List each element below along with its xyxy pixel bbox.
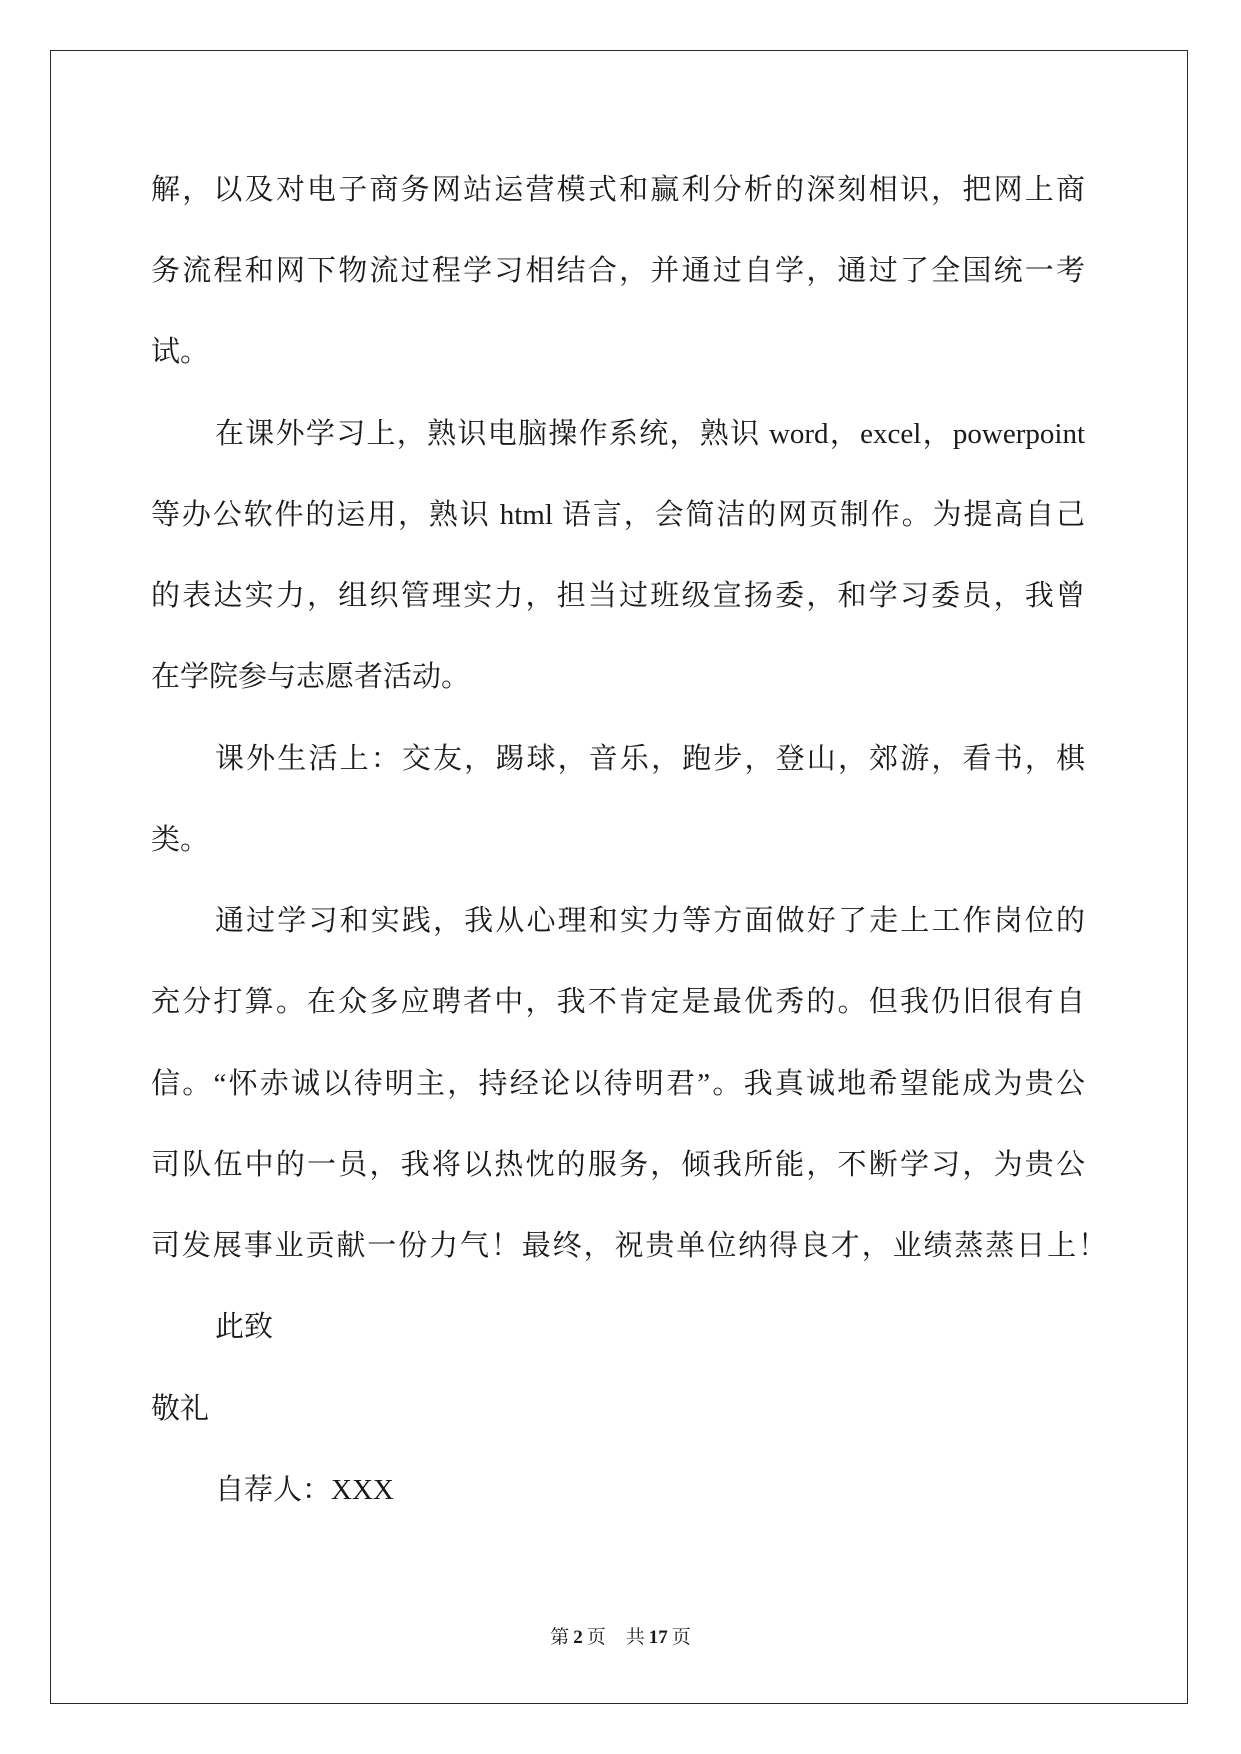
body-line: 司发展事业贡献一份力气！最终，祝贵单位纳得良才，业绩蒸蒸日上！ xyxy=(151,1230,1107,1262)
body-line: 课外生活上：交友，踢球，音乐，跑步，登山，郊游，看书，棋 xyxy=(215,743,1085,775)
body-line: 在课外学习上，熟识电脑操作系统，熟识 word，excel，powerpoint xyxy=(215,418,1085,450)
current-page-indicator xyxy=(550,1627,606,1648)
body-line: 试。 xyxy=(151,336,210,368)
signature-line: 自荐人：XXX xyxy=(215,1474,394,1506)
page-suffix: 页 xyxy=(586,1627,606,1648)
body-line: 通过学习和实践，我从心理和实力等方面做好了走上工作岗位的 xyxy=(215,905,1085,937)
body-line: 等办公软件的运用，熟识 html 语言，会简洁的网页制作。为提高自己 xyxy=(151,499,1085,531)
total-suffix: 页 xyxy=(671,1627,691,1648)
closing-regards: 敬礼 xyxy=(151,1393,210,1425)
body-line: 司队伍中的一员，我将以热忱的服务，倾我所能，不断学习，为贵公 xyxy=(151,1149,1085,1181)
body-line: 解，以及对电子商务网站运营模式和赢利分析的深刻相识，把网上商 xyxy=(151,174,1085,206)
total-pages: 17 xyxy=(648,1627,668,1648)
page-footer xyxy=(0,1626,1241,1650)
page-number: 2 xyxy=(573,1627,583,1648)
body-line: 类。 xyxy=(151,824,210,856)
closing-salutation: 此致 xyxy=(215,1311,274,1343)
total-prefix: 共 xyxy=(625,1627,645,1648)
body-line: 的表达实力，组织管理实力，担当过班级宣扬委，和学习委员，我曾 xyxy=(151,580,1085,612)
body-line: 充分打算。在众多应聘者中，我不肯定是最优秀的。但我仍旧很有自 xyxy=(151,986,1085,1018)
body-line: 在学院参与志愿者活动。 xyxy=(151,661,471,693)
page-border xyxy=(50,50,1188,1704)
body-line: 务流程和网下物流过程学习相结合，并通过自学，通过了全国统一考 xyxy=(151,255,1085,287)
body-line: 信。“怀赤诚以待明主，持经论以待明君”。我真诚地希望能成为贵公 xyxy=(151,1068,1085,1100)
total-pages-indicator xyxy=(626,1627,691,1648)
page-prefix: 第 xyxy=(550,1627,570,1648)
